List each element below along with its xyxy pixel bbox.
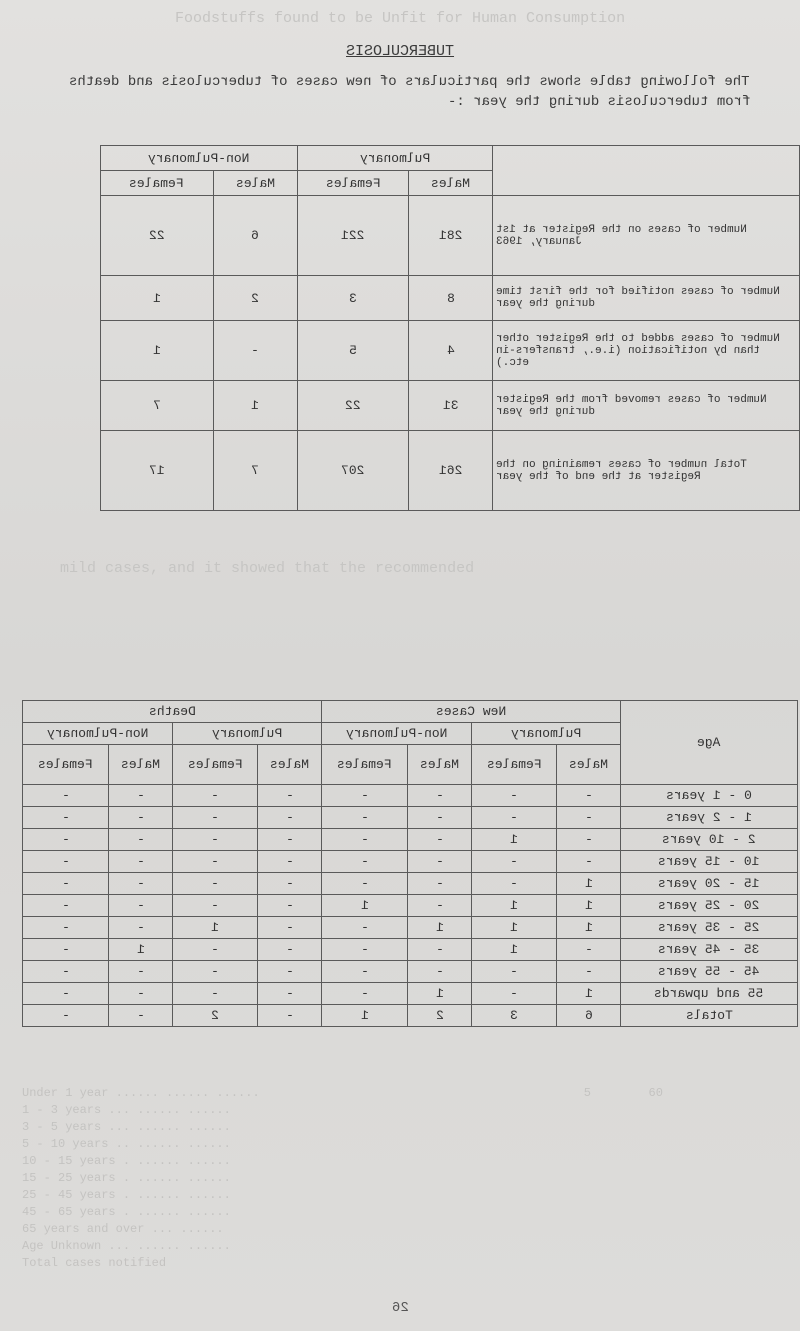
intro-line: The following table shows the particulars of new cases of tuberculosis and deaths [69, 74, 750, 90]
cell: 17 [101, 431, 214, 511]
cell: - [173, 895, 258, 917]
cell: - [258, 807, 322, 829]
cell: - [23, 873, 109, 895]
cell: 5 [297, 321, 409, 381]
heading-text: TUBERCULOSIS [345, 43, 455, 60]
section-heading [0, 42, 800, 60]
intro-line: from tuberculosis during the year :- [447, 94, 750, 110]
cell: - [108, 1005, 172, 1027]
cell: - [557, 939, 621, 961]
cell: 1 [557, 917, 621, 939]
age-table [22, 700, 798, 1027]
header-males: Males [108, 745, 172, 785]
age-label: 55 and upwards [621, 983, 798, 1005]
row-label: Number of cases notified for the first time during the year [493, 276, 800, 321]
table-row [23, 851, 798, 873]
header-females: Females [321, 745, 407, 785]
register-table [100, 145, 800, 511]
cell: - [108, 917, 172, 939]
header-age: Age [621, 701, 798, 785]
age-label: 2 - 10 years [621, 829, 798, 851]
cell: 221 [297, 196, 409, 276]
label-header [493, 146, 800, 196]
cell: - [23, 807, 109, 829]
cell: - [407, 807, 471, 829]
header-males: Males [258, 745, 322, 785]
header-males: Males [557, 745, 621, 785]
table-row [23, 939, 798, 961]
cell: 1 [173, 917, 258, 939]
cell: 1 [101, 276, 214, 321]
header-females: Females [173, 745, 258, 785]
cell: 22 [101, 196, 214, 276]
cell: - [557, 961, 621, 983]
cell: 1 [472, 939, 557, 961]
cell: 1 [557, 873, 621, 895]
header-males: Males [409, 171, 493, 196]
cell: 1 [472, 895, 557, 917]
header-nonpulm: Non-Pulmonary [23, 723, 173, 745]
cell: 1 [101, 321, 214, 381]
header-nonpulm: Non-Pulmonary [321, 723, 471, 745]
cell: - [23, 895, 109, 917]
row-label: Number of cases added to the Register other than by notification (i.e., transfers-in etc.) [493, 321, 800, 381]
cell: 281 [409, 196, 493, 276]
cell: - [472, 961, 557, 983]
cell: - [321, 917, 407, 939]
cell: - [472, 807, 557, 829]
row-label: Number of cases on the Register at 1st January, 1963 [493, 196, 800, 276]
cell: 4 [409, 321, 493, 381]
table-row [23, 829, 798, 851]
cell: 1 [472, 829, 557, 851]
cell: 207 [297, 431, 409, 511]
cell: - [108, 873, 172, 895]
cell: - [321, 851, 407, 873]
header-new-cases: New Cases [321, 701, 620, 723]
age-label: 1 - 2 years [621, 807, 798, 829]
cell: 1 [321, 1005, 407, 1027]
cell: - [23, 961, 109, 983]
age-label: 25 - 35 years [621, 917, 798, 939]
cell: 1 [472, 917, 557, 939]
table-row [23, 961, 798, 983]
cell: - [173, 785, 258, 807]
cell: 7 [101, 381, 214, 431]
cell: 261 [409, 431, 493, 511]
header-females: Females [297, 171, 409, 196]
cell: 1 [557, 983, 621, 1005]
age-label: 15 - 20 years [621, 873, 798, 895]
cell: 1 [407, 983, 471, 1005]
cell: - [321, 829, 407, 851]
cell: - [23, 829, 109, 851]
cell: - [557, 785, 621, 807]
cell: - [173, 829, 258, 851]
cell: - [258, 939, 322, 961]
cell: - [258, 1005, 322, 1027]
cell: - [472, 983, 557, 1005]
cell: - [23, 851, 109, 873]
cell: - [258, 983, 322, 1005]
cell: - [472, 873, 557, 895]
cell: 3 [472, 1005, 557, 1027]
header-females: Females [23, 745, 109, 785]
cell: - [173, 939, 258, 961]
cell: - [108, 961, 172, 983]
show-through-text: Foodstuffs found to be Unfit for Human Consumption [175, 10, 626, 27]
cell: - [23, 939, 109, 961]
cell: - [321, 807, 407, 829]
cell: 1 [108, 939, 172, 961]
table-row [23, 983, 798, 1005]
cell: - [407, 939, 471, 961]
cell: 2 [213, 276, 297, 321]
cell: 22 [297, 381, 409, 431]
cell: - [108, 851, 172, 873]
age-label: 10 - 15 years [621, 851, 798, 873]
cell: - [23, 983, 109, 1005]
cell: - [472, 851, 557, 873]
header-females: Females [472, 745, 557, 785]
row-label: Total number of cases remaining on the Register at the end of the year [493, 431, 800, 511]
header-pulm: Pulmonary [173, 723, 322, 745]
cell: 31 [409, 381, 493, 431]
header-females: Females [101, 171, 214, 196]
cell: - [258, 785, 322, 807]
table-row [23, 807, 798, 829]
cell: - [213, 321, 297, 381]
show-through-text: mild cases, and it showed that the recommended [60, 560, 475, 577]
cell: - [173, 983, 258, 1005]
header-males: Males [213, 171, 297, 196]
cell: - [407, 785, 471, 807]
cell: - [173, 851, 258, 873]
cell: - [407, 851, 471, 873]
cell: - [108, 807, 172, 829]
table-row [23, 873, 798, 895]
cell: - [258, 961, 322, 983]
age-label: Totals [621, 1005, 798, 1027]
cell: 7 [213, 431, 297, 511]
cell: - [258, 873, 322, 895]
cell: - [23, 785, 109, 807]
cell: - [258, 829, 322, 851]
cell: 2 [407, 1005, 471, 1027]
intro-paragraph [50, 72, 750, 112]
cell: 2 [173, 1005, 258, 1027]
header-nonpulmonary: Non-Pulmonary [101, 146, 298, 171]
cell: - [321, 983, 407, 1005]
age-label: 20 - 25 years [621, 895, 798, 917]
cell: - [407, 895, 471, 917]
cell: 6 [557, 1005, 621, 1027]
cell: - [173, 873, 258, 895]
age-label: 45 - 55 years [621, 961, 798, 983]
cell: - [557, 829, 621, 851]
header-males: Males [407, 745, 471, 785]
page-number: 26 [391, 1300, 409, 1316]
cell: 3 [297, 276, 409, 321]
cell: - [173, 807, 258, 829]
cell: - [472, 785, 557, 807]
cell: - [321, 961, 407, 983]
cell: - [321, 939, 407, 961]
header-pulmonary: Pulmonary [297, 146, 492, 171]
age-label: 0 - 1 years [621, 785, 798, 807]
cell: - [321, 873, 407, 895]
cell: - [321, 785, 407, 807]
cell: - [557, 851, 621, 873]
cell: - [258, 895, 322, 917]
cell: 1 [407, 917, 471, 939]
cell: 6 [213, 196, 297, 276]
cell: - [108, 829, 172, 851]
cell: - [407, 961, 471, 983]
cell: 8 [409, 276, 493, 321]
cell: - [557, 807, 621, 829]
table-row [23, 917, 798, 939]
cell: - [173, 961, 258, 983]
table-row [23, 895, 798, 917]
cell: - [108, 983, 172, 1005]
cell: - [258, 917, 322, 939]
cell: 1 [557, 895, 621, 917]
table-row [23, 785, 798, 807]
row-label: Number of cases removed from the Register during the year [493, 381, 800, 431]
cell: - [258, 851, 322, 873]
cell: 1 [213, 381, 297, 431]
cell: - [108, 895, 172, 917]
cell: - [407, 873, 471, 895]
cell: - [23, 917, 109, 939]
age-label: 35 - 45 years [621, 939, 798, 961]
cell: - [108, 785, 172, 807]
show-through-table: Under 1 year ...... ...... ...... 5 60 1 - 3 years ... ...... ...... 3 - 5 years ... ...... ...... 5 - 10 years .. ...... ...... 10 - 15 years . ...... ...... 15 - 25 years . ...... ...... 25 - 45 years . ...... ...... 45 - 65 years . ...... ...... 65 years and over ... ...... Age Unknown ... ...... ...... Total cases notified [22, 1086, 663, 1270]
header-pulm: Pulmonary [472, 723, 621, 745]
cell: 1 [321, 895, 407, 917]
cell: - [407, 829, 471, 851]
table-row [23, 1005, 798, 1027]
header-deaths: Deaths [23, 701, 322, 723]
cell: - [23, 1005, 109, 1027]
